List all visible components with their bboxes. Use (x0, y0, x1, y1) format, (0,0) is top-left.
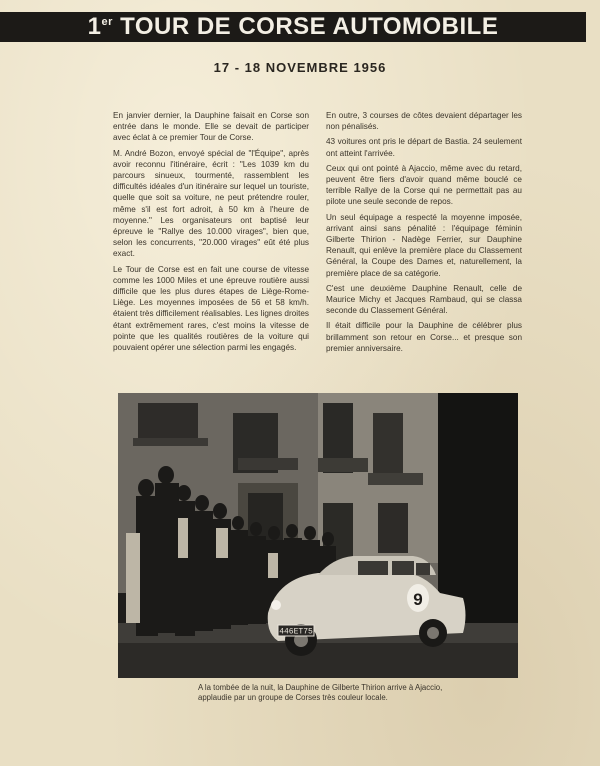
paragraph: M. André Bozon, envoyé spécial de "l'Équipe", après avoir reconnu l'itinéraire, écrit : "Les 1039 km du parcours sinueux, tourmenté, rassemblent les difficultés idéales d'un itinéraire sur lequel un touriste, quelle que soit sa voiture, ne peut prétendre rouler, même s'il est fort adroit, à 50 km à l'heure de moyenne." Les organisateurs ont baptisé leur épreuve le "Rallye des 10.000 virages", bien que, selon les concurrents, "20.000 virages" eût été plus exact. (113, 148, 309, 259)
paragraph: En outre, 3 courses de côtes devaient départager les non pénalisés. (326, 111, 522, 132)
event-date: 17 - 18 NOVEMBRE 1956 (213, 60, 387, 75)
article-column-right (326, 110, 522, 358)
license-plate: 446ET75 (279, 627, 313, 637)
paragraph: Ceux qui ont pointé à Ajaccio, même avec du retard, peuvent être fiers d'avoir quand même bouclé ce terrible Rallye de la Corse qui ne permettait pas au pilote une seule seconde de repos. (326, 163, 522, 207)
article-column-left (113, 110, 309, 357)
page-title: 1er TOUR DE CORSE AUTOMOBILE (87, 13, 499, 40)
paragraph: En janvier dernier, la Dauphine faisait en Corse son entrée dans le monde. Elle se devait de participer avec éclat à ce premier Tour de Corse. (113, 111, 309, 143)
paragraph: 43 voitures ont pris le départ de Bastia. 24 seulement ont atteint l'arrivée. (326, 137, 522, 158)
car-race-number: 9 (413, 590, 423, 609)
title-ordinal: er (101, 16, 113, 28)
paragraph: Un seul équipage a respecté la moyenne imposée, arrivant ainsi sans pénalité : l'équipage féminin Gilberte Thirion - Nadège Ferrier, sur Dauphine Renault, qui enlève la première place du Classement Général, la Coupe des Dames et, naturellement, la première place de sa catégorie. (326, 212, 522, 278)
paragraph: C'est une deuxième Dauphine Renault, celle de Maurice Michy et Jacques Rambaud, qui se classa seconde du Classement Général. (326, 283, 522, 316)
photo-caption: A la tombée de la nuit, la Dauphine de Gilberte Thirion arrive à Ajaccio, applaudie par un groupe de Corses très couleur locale. (198, 683, 443, 702)
rally-photograph (118, 393, 518, 678)
paragraph: Le Tour de Corse est en fait une course de vitesse comme les 1000 Miles et une épreuve routière aussi difficile que les plus dures étapes de Liège-Rome-Liège. Les moyennes imposées de 56 et 58 km/h. étaient très difficilement réalisables. Les lignes droites étant extrêmement rares, c'est moins la vitesse de pointe que les qualités routières de la voiture qui pouvaient opérer une sélection parmi les engagés. (113, 264, 309, 353)
title-banner (0, 12, 586, 42)
paragraph: Il était difficile pour la Dauphine de célébrer plus brillamment son retour en Corse... et presque son premier anniversaire. (326, 321, 522, 353)
